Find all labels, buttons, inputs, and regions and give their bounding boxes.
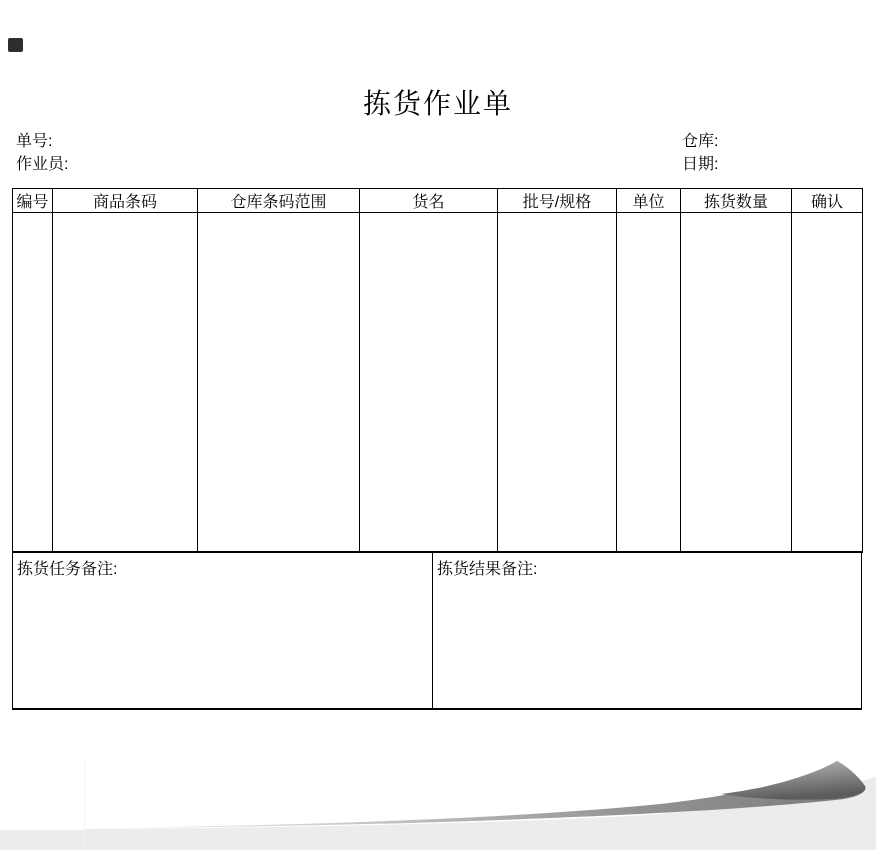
operator-label: 作业员: [16, 156, 69, 173]
curl-flap [721, 761, 865, 800]
cell-batch-spec [498, 213, 617, 553]
backdrop-fill [85, 777, 876, 850]
notes-section [12, 551, 862, 710]
cell-unit [617, 213, 681, 553]
column-header-pick-qty: 拣货数量 [681, 189, 792, 213]
order-no-label: 单号: [16, 133, 53, 150]
cell-no [13, 213, 53, 553]
cell-warehouse-barcode-range [198, 213, 360, 553]
page-curl-graphic [84, 760, 876, 850]
result-notes-cell [433, 552, 861, 708]
meta-right-block [682, 130, 718, 176]
picking-table [12, 188, 863, 553]
task-notes-label: 拣货任务备注: [17, 561, 118, 578]
cell-goods-name [360, 213, 498, 553]
meta-left-block [16, 130, 68, 176]
column-header-warehouse-barcode-range: 仓库条码范围 [198, 189, 360, 213]
column-header-goods-name: 货名 [360, 189, 498, 213]
column-header-product-barcode: 商品条码 [53, 189, 198, 213]
page-title: 拣货作业单 [362, 88, 513, 119]
task-notes-cell [13, 552, 433, 708]
column-header-batch-spec: 批号/规格 [498, 189, 617, 213]
warehouse-label: 仓库: [682, 133, 719, 150]
cell-confirm [792, 213, 863, 553]
cursor-marker [8, 38, 23, 52]
result-notes-label: 拣货结果备注: [437, 561, 538, 578]
date-label: 日期: [682, 156, 719, 173]
page-curl-icon [85, 760, 876, 850]
column-header-no: 编号 [13, 189, 53, 213]
column-header-unit: 单位 [617, 189, 681, 213]
column-header-confirm: 确认 [792, 189, 863, 213]
table-header-row [13, 189, 863, 213]
cell-pick-qty [681, 213, 792, 553]
table-row [13, 213, 863, 553]
cell-product-barcode [53, 213, 198, 553]
